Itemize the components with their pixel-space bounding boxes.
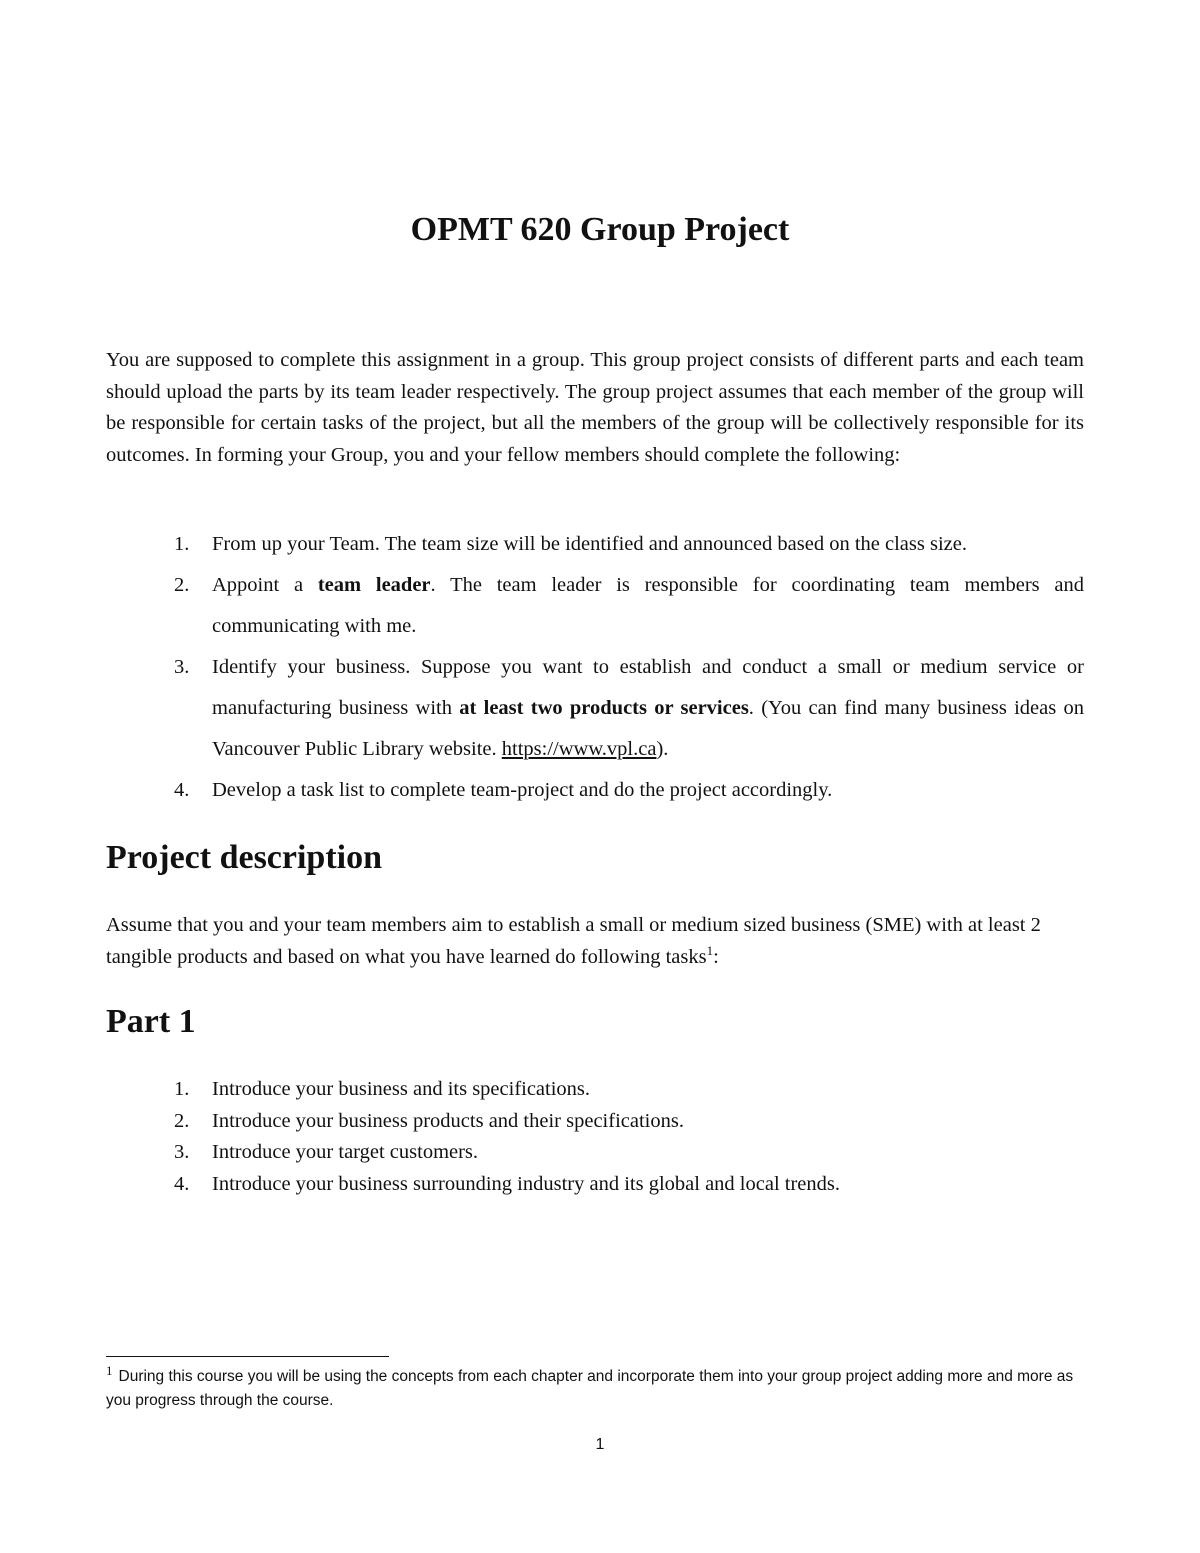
list-item	[106, 770, 1084, 811]
list-item-text: Introduce your business surrounding industry and its global and local trends.	[212, 1172, 840, 1195]
text-run: . The team leader is responsible for coordinating team members and communicating with me.	[212, 574, 1084, 637]
list-number: 3.	[174, 1141, 190, 1163]
list-item	[106, 524, 1084, 565]
list-item-text: From up your Team. The team size will be identified and announced based on the class size.	[212, 533, 967, 555]
project-description-heading: Project description	[106, 839, 383, 876]
list-item-text	[212, 565, 1084, 647]
list-item	[106, 1169, 1084, 1201]
bold-text: at least two products or services	[459, 697, 749, 719]
text-run: Appoint a	[212, 574, 318, 596]
text-run: Identify your business. Suppose you want to establish and conduct a small or medium service or manufacturing business with	[212, 656, 1084, 719]
list-item	[106, 1074, 1084, 1106]
list-item-text: Introduce your business products and their specifications.	[212, 1109, 684, 1132]
list-item	[106, 1106, 1084, 1138]
text-run: . (You can find many business ideas on Vancouver Public Library website.	[212, 697, 1084, 760]
list-item-text: Introduce your target customers.	[212, 1141, 479, 1163]
vpl-link[interactable]: https://www.vpl.ca	[501, 738, 657, 760]
list-number: 2.	[174, 574, 190, 596]
list-item-text	[212, 647, 1084, 770]
list-item	[106, 647, 1084, 770]
footnote-text: During this course you will be using the concepts from each chapter and incorporate them into your group project adding more and more as you progress through the course.	[106, 1368, 1074, 1409]
footnote-reference[interactable]: 1	[706, 942, 714, 958]
document-title: OPMT 620 Group Project	[410, 211, 790, 248]
project-description-text	[106, 910, 1084, 973]
list-item-text: Introduce your business and its specifications.	[212, 1078, 591, 1100]
part1-list	[106, 1074, 1084, 1200]
list-item	[106, 1137, 1084, 1169]
list-number: 2.	[174, 1109, 190, 1132]
part1-heading: Part 1	[106, 1003, 196, 1040]
list-number: 4.	[174, 779, 190, 801]
intro-paragraph: You are supposed to complete this assignment in a group. This group project consists of different parts and each team should upload the parts by its team leader respectively. The group project assumes that each member of the group will be responsible for certain tasks of the project, but all the members of the group will be collectively responsible for its outcomes. In forming your Group, you and your fellow members should complete the following:	[106, 349, 1084, 466]
list-number: 1.	[174, 533, 190, 555]
list-item	[106, 565, 1084, 647]
setup-steps-list	[106, 524, 1084, 811]
footnote-mark: 1	[106, 1362, 113, 1378]
text-run: ).	[656, 738, 669, 760]
footnote	[106, 1362, 1096, 1413]
list-item-text: Develop a task list to complete team-project and do the project accordingly.	[212, 779, 833, 801]
list-number: 1.	[174, 1078, 190, 1100]
page-number: 1	[595, 1436, 605, 1453]
footnote-divider	[106, 1356, 389, 1357]
text-run: :	[713, 945, 719, 968]
bold-text: team leader	[317, 574, 431, 596]
list-number: 3.	[174, 656, 190, 678]
list-number: 4.	[174, 1172, 190, 1195]
text-run: Assume that you and your team members aim to establish a small or medium sized business (SME) with at least 2 tangible products and based on what you have learned do following tasks	[106, 914, 1041, 968]
